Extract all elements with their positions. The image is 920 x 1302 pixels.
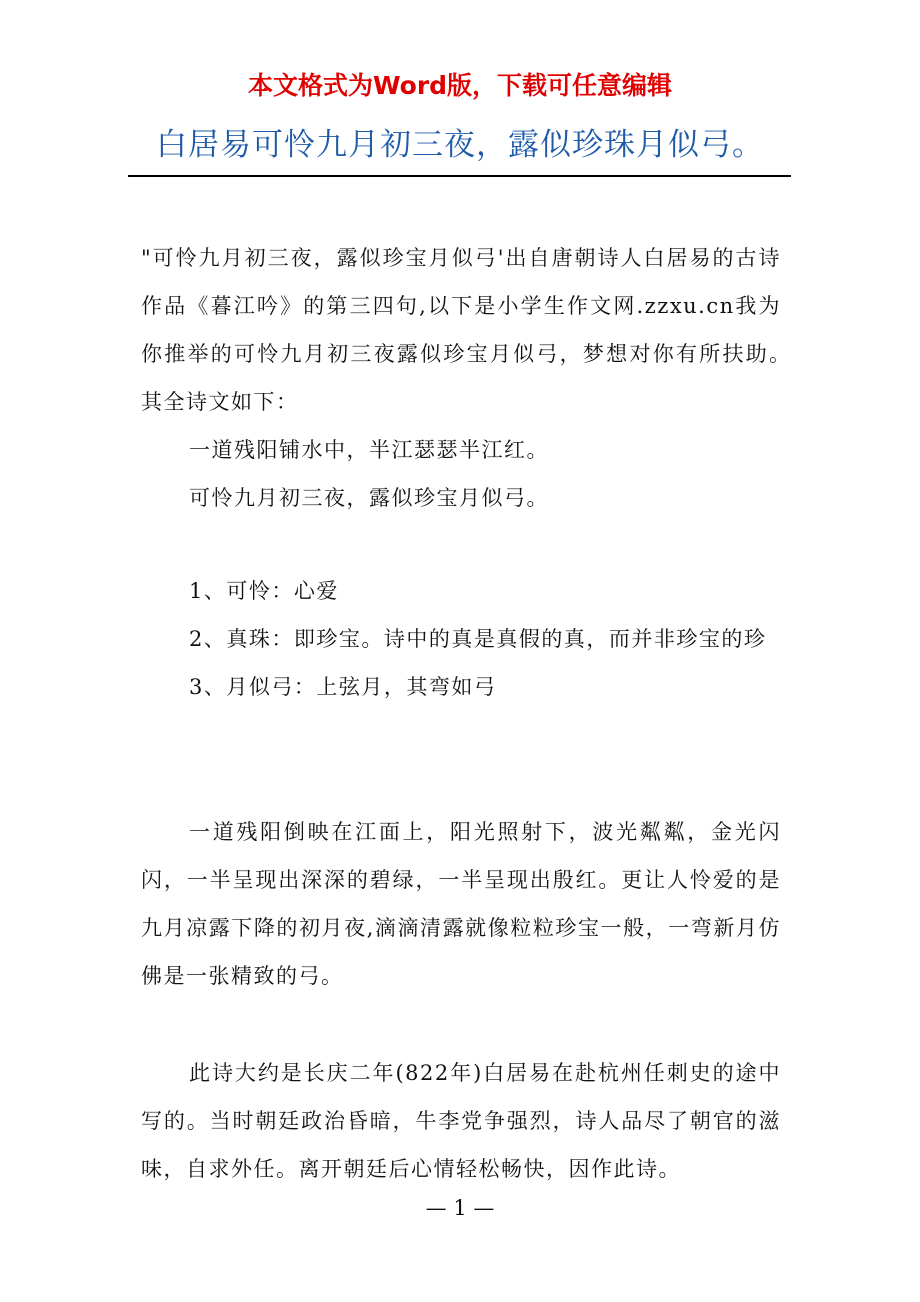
background-paragraph: 此诗大约是长庆二年(822年)白居易在赴杭州任刺史的途中写的。当时朝廷政治昏暗，牛李党争强烈，诗人品尽了朝官的滋味，自求外任。离开朝廷后心情轻松畅快，因作此诗。 bbox=[141, 1061, 781, 1181]
poem-line: 可怜九月初三夜，露似珍宝月似弓。 bbox=[189, 486, 549, 510]
note-item: 3、月似弓：上弦月，其弯如弓 bbox=[189, 675, 497, 699]
page-number: — 1 — bbox=[425, 1196, 495, 1220]
title-divider bbox=[128, 175, 791, 177]
intro-paragraph: "可怜九月初三夜，露似珍宝月似弓'出自唐朝诗人白居易的古诗作品《暮江吟》的第三四句,以下是小学生作文网.zzxu.cn我为你推举的可怜九月初三夜露似珍宝月似弓，梦想对你有所扶助。 其全诗文如下： bbox=[141, 246, 826, 414]
format-banner: 本文格式为Word版，下载可任意编辑 bbox=[247, 71, 673, 100]
poem-line: 一道残阳铺水中，半江瑟瑟半江红。 bbox=[189, 438, 549, 462]
background-section bbox=[141, 1049, 781, 1193]
note-item: 1、可怜：心爱 bbox=[189, 579, 339, 603]
page-title: 白居易可怜九月初三夜，露似珍珠月似弓。 bbox=[156, 127, 764, 163]
notes-section bbox=[141, 567, 781, 711]
translation-paragraph: 一道残阳倒映在江面上，阳光照射下，波光粼粼，金光闪闪，一半呈现出深深的碧绿，一半呈现出殷红。更让人怜爱的是九月凉露下降的初月夜,滴滴清露就像粒粒珍宝一般，一弯新月仿佛是一张精致的弓。 bbox=[141, 820, 781, 988]
translation-section bbox=[141, 808, 781, 1000]
article-body bbox=[141, 234, 826, 522]
note-item: 2、真珠：即珍宝。诗中的真是真假的真，而并非珍宝的珍 bbox=[189, 627, 767, 651]
